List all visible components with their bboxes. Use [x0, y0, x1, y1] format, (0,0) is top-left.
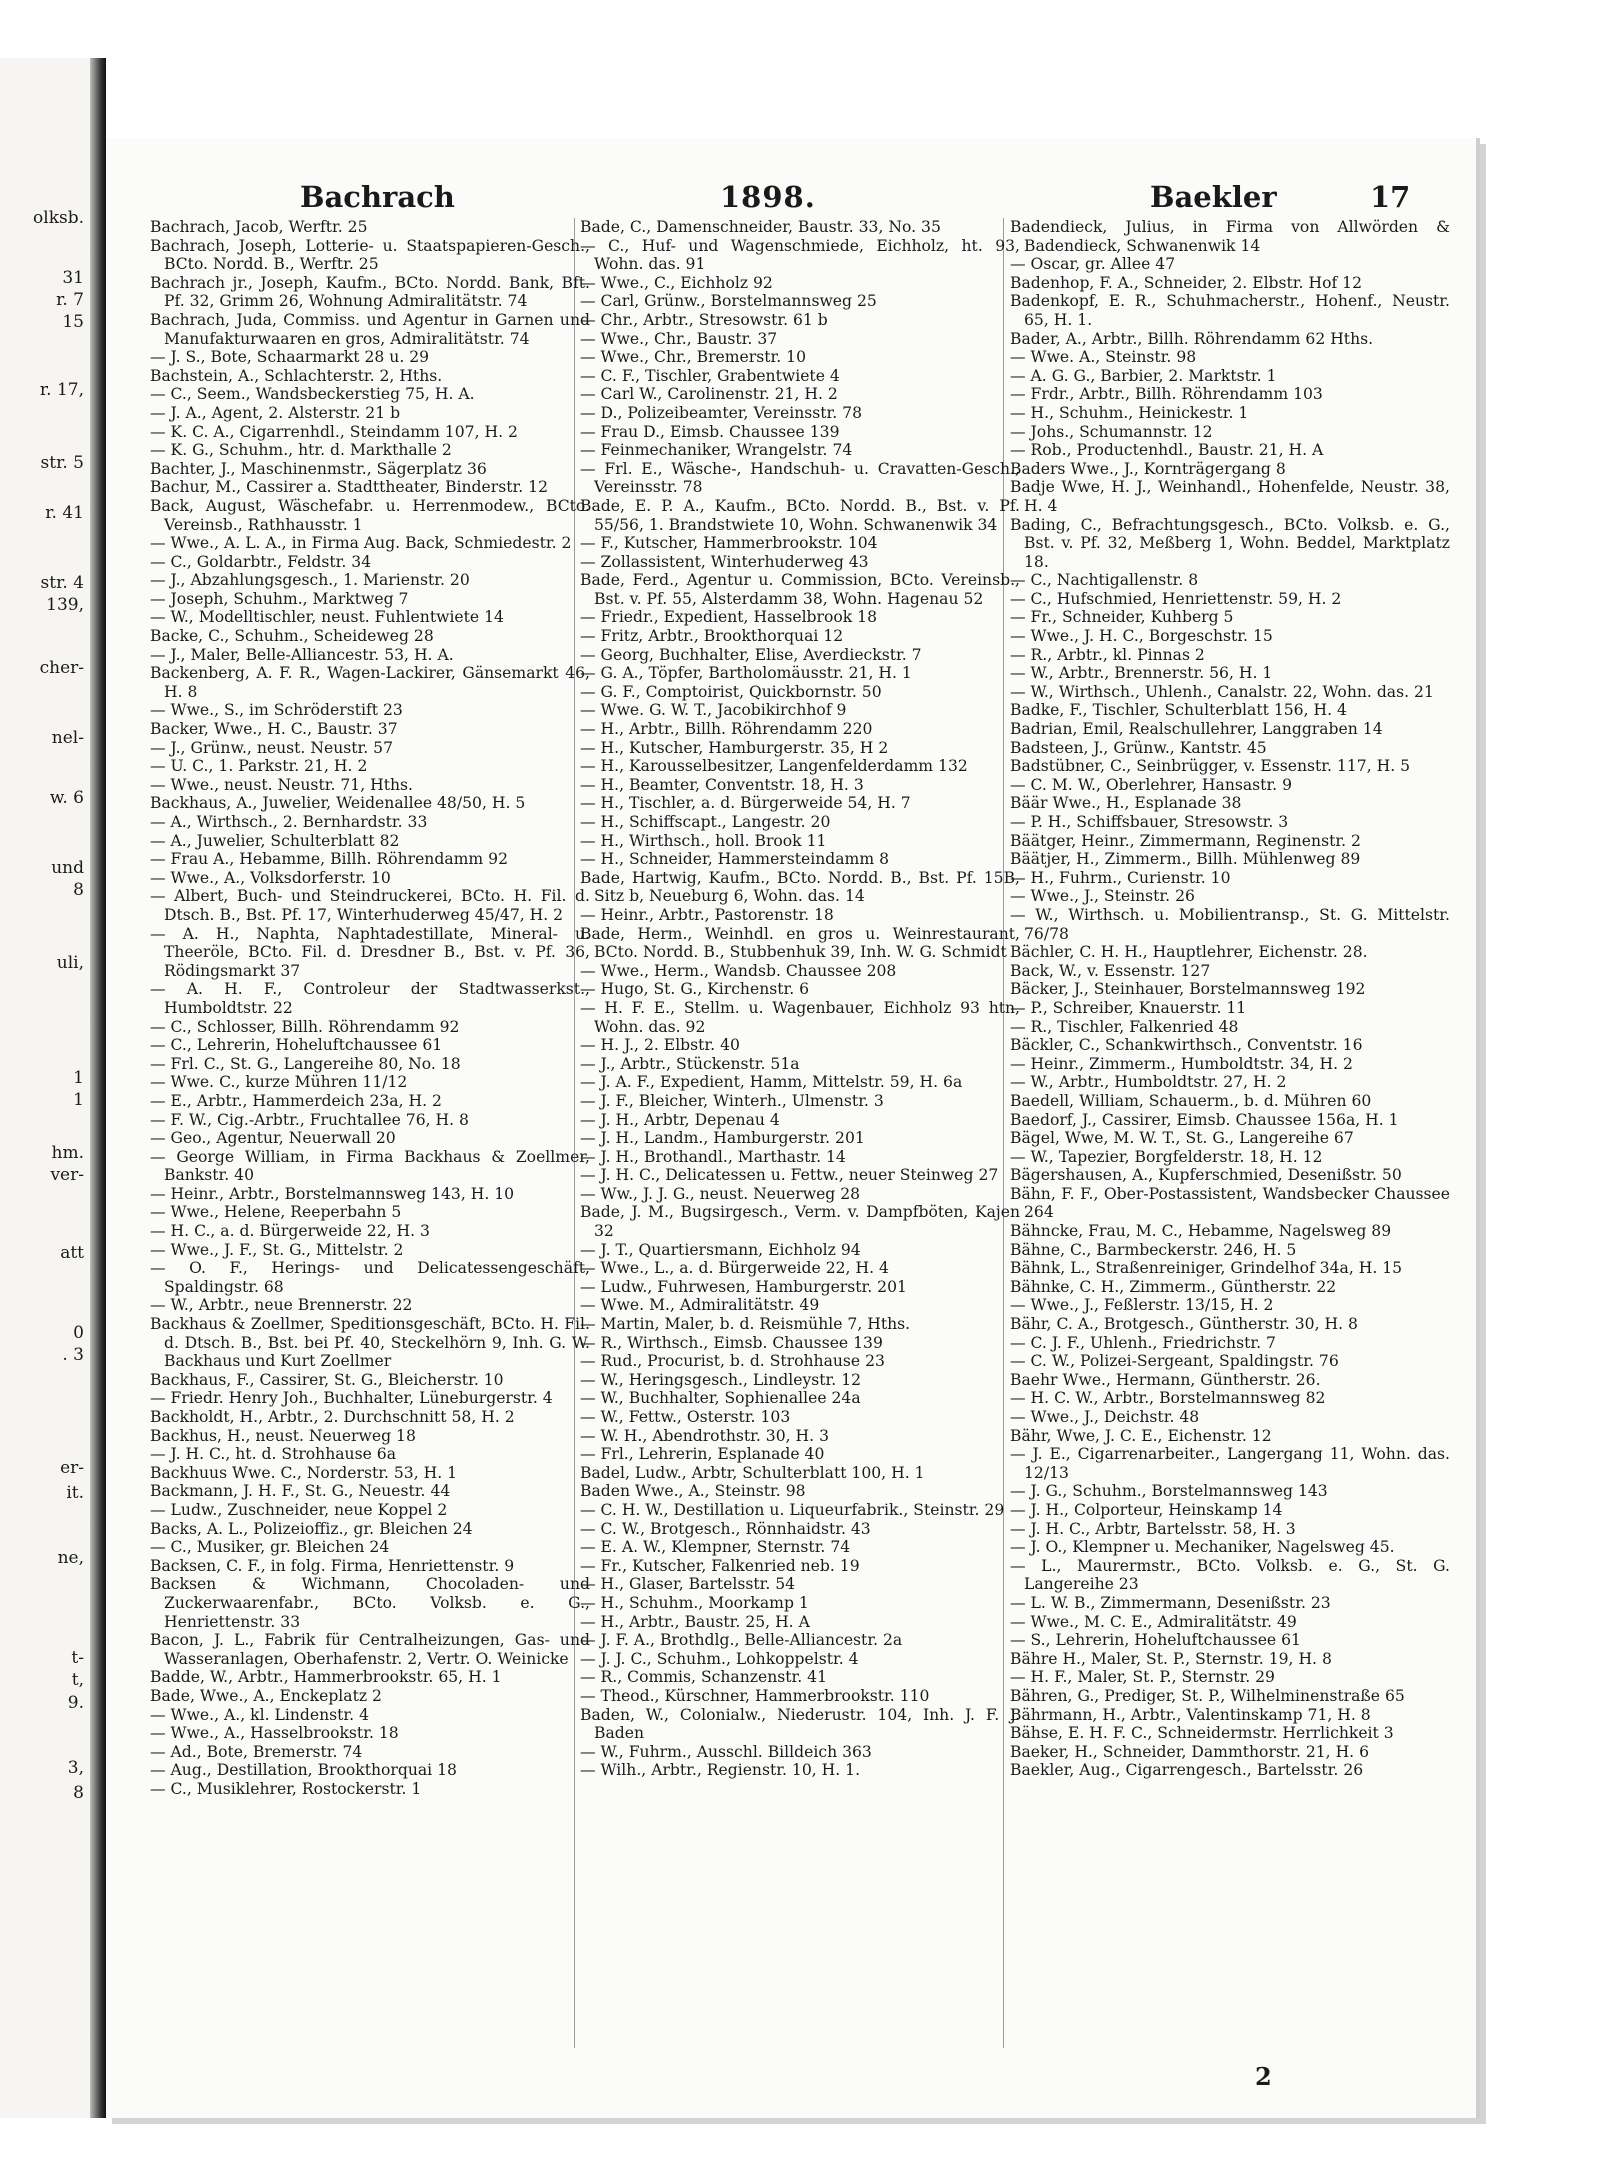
directory-entry: — L. W. B., Zimmermann, Desenißstr. 23 — [1010, 1593, 1331, 1612]
previous-page-fragment: cher- — [39, 658, 84, 678]
directory-entry: — W. H., Abendrothstr. 30, H. 3 — [580, 1426, 829, 1445]
directory-entry: — C., Schlosser, Billh. Röhrendamm 92 — [150, 1017, 460, 1036]
directory-entry: Badel, Ludw., Arbtr, Schulterblatt 100, H. 1 — [580, 1463, 925, 1482]
directory-entry: Backsen & Wichmann, Chocoladen- und Zuckerwaarenfabr., BCto. Volksb. e. G., Henriettenstr. 33 — [150, 1575, 590, 1631]
directory-entry: Badde, W., Arbtr., Hammerbrookstr. 65, H. 1 — [150, 1668, 502, 1687]
previous-page-fragment: 1 — [73, 1090, 84, 1110]
previous-page-fragment: 8 — [73, 880, 84, 900]
directory-entry: Bachrach, Jacob, Werftr. 25 — [150, 218, 368, 236]
directory-entry: — J. G., Schuhm., Borstelmannsweg 143 — [1010, 1482, 1328, 1501]
directory-entry: Bähncke, Frau, M. C., Hebamme, Nagelsweg 89 — [1010, 1222, 1392, 1241]
previous-page-fragment: 139, — [46, 595, 84, 615]
directory-entry: — H., Arbtr., Billh. Röhrendamm 220 — [580, 720, 873, 739]
directory-entry: Bähre H., Maler, St. P., Sternstr. 19, H. 8 — [1010, 1649, 1332, 1668]
directory-entry: — J. F., Bleicher, Winterh., Ulmenstr. 3 — [580, 1091, 884, 1110]
directory-entry: — J. H. C., ht. d. Strohhause 6a — [150, 1445, 397, 1464]
previous-page-fragment: att — [60, 1243, 84, 1263]
directory-entry: Bägershausen, A., Kupferschmied, Desenißstr. 50 — [1010, 1166, 1402, 1185]
directory-entry: — Wwe., J., Deichstr. 48 — [1010, 1408, 1200, 1426]
directory-entry: Backhaus & Zoellmer, Speditionsgeschäft, BCto. H. Fil. d. Dtsch. B., Bst. bei Pf. 40, Steckelhörn 9, Inh. G. W. Backhaus und Kurt Zoellmer — [150, 1315, 590, 1371]
directory-entry: Back, W., v. Essenstr. 127 — [1010, 961, 1211, 980]
directory-entry: — C. J. F., Uhlenh., Friedrichstr. 7 — [1010, 1333, 1276, 1352]
directory-entry: — K. C. A., Cigarrenhdl., Steindamm 107, H. 2 — [150, 422, 518, 441]
directory-entry: — Heinr., Zimmerm., Humboldtstr. 34, H. 2 — [1010, 1054, 1353, 1073]
directory-entry: — Wwe., S., im Schröderstift 23 — [150, 701, 403, 720]
directory-entry: — Frl. E., Wäsche-, Handschuh- u. Cravatten-Gesch., Vereinsstr. 78 — [580, 459, 1020, 497]
directory-entry: — R., Arbtr., kl. Pinnas 2 — [1010, 645, 1205, 664]
directory-entry: — Wilh., Arbtr., Regienstr. 10, H. 1. — [580, 1761, 861, 1780]
directory-entry: — H., Beamter, Conventstr. 18, H. 3 — [580, 775, 864, 794]
directory-entry: — Rob., Productenhdl., Baustr. 21, H. A — [1010, 441, 1324, 460]
directory-entry: Backmann, J. H. F., St. G., Neuestr. 44 — [150, 1482, 451, 1501]
directory-entry: — Wwe., J. H. C., Borgeschstr. 15 — [1010, 627, 1273, 646]
directory-entry: — C. H. W., Destillation u. Liqueurfabrik., Steinstr. 29 — [580, 1500, 1005, 1519]
directory-entry: Bachstein, A., Schlachterstr. 2, Hths. — [150, 366, 443, 385]
directory-entry: — Wwe. C., kurze Mühren 11/12 — [150, 1073, 408, 1092]
directory-entry: — Wwe., neust. Neustr. 71, Hths. — [150, 775, 413, 794]
directory-entry: — R., Commis, Schanzenstr. 41 — [580, 1668, 828, 1687]
directory-entry: Baeker, H., Schneider, Dammthorstr. 21, H. 6 — [1010, 1742, 1370, 1761]
directory-entry: — Wwe., A., kl. Lindenstr. 4 — [150, 1705, 369, 1724]
directory-entry: — P. H., Schiffsbauer, Stresowstr. 3 — [1010, 813, 1289, 831]
directory-entry: Baden, W., Colonialw., Niederustr. 104, Inh. J. F. J. Baden — [580, 1705, 1020, 1743]
directory-entry: — F. W., Cig.-Arbtr., Fruchtallee 76, H. 8 — [150, 1110, 469, 1129]
directory-column-2 — [580, 218, 1020, 2058]
directory-entry: — H., Schuhm., Heinickestr. 1 — [1010, 403, 1249, 422]
directory-entry: Bachter, J., Maschinenmstr., Sägerplatz 36 — [150, 459, 487, 478]
directory-entry: Bader, A., Arbtr., Billh. Röhrendamm 62 Hths. — [1010, 329, 1374, 348]
directory-entry: — Frdr., Arbtr., Billh. Röhrendamm 103 — [1010, 385, 1323, 404]
previous-page-edge — [0, 58, 106, 2118]
directory-entry: — Wwe., L., a. d. Bürgerweide 22, H. 4 — [580, 1259, 889, 1278]
directory-entry: — Heinr., Arbtr., Borstelmannsweg 143, H. 10 — [150, 1184, 515, 1203]
directory-entry: — J. F. A., Brothdlg., Belle-Alliancestr. 2a — [580, 1631, 903, 1650]
directory-entry: Bachur, M., Cassirer a. Stadttheater, Binderstr. 12 — [150, 478, 548, 497]
directory-entry: Bähn, F. F., Ober-Postassistent, Wandsbecker Chaussee 264 — [1010, 1184, 1450, 1222]
running-header — [140, 180, 1420, 214]
directory-entry: — Hugo, St. G., Kirchenstr. 6 — [580, 980, 810, 999]
directory-entry: Backhus, H., neust. Neuerweg 18 — [150, 1426, 416, 1445]
directory-entry: Bähnke, C. H., Zimmerm., Güntherstr. 22 — [1010, 1277, 1337, 1296]
directory-entry: — Wwe., Chr., Baustr. 37 — [580, 329, 778, 348]
previous-page-fragment: t- — [71, 1648, 84, 1668]
previous-page-fragment: 31 — [62, 268, 84, 288]
directory-entry: Back, August, Wäschefabr. u. Herrenmodew., BCto. Vereinsb., Rathhausstr. 1 — [150, 496, 590, 534]
directory-entry: Bading, C., Befrachtungsgesch., BCto. Volksb. e. G., Bst. v. Pf. 32, Meßberg 1, Wohn. Beddel, Marktplatz 18. — [1010, 515, 1450, 571]
directory-entry: — A. H. F., Controleur der Stadtwasserkst., Humboldtstr. 22 — [150, 980, 590, 1017]
directory-entry: Bähr, C. A., Brotgesch., Güntherstr. 30, H. 8 — [1010, 1315, 1358, 1334]
directory-entry: — Wwe. G. W. T., Jacobikirchhof 9 — [580, 701, 847, 720]
directory-entry: — Carl, Grünw., Borstelmannsweg 25 — [580, 292, 877, 311]
directory-entry: — Frau D., Eimsb. Chaussee 139 — [580, 422, 840, 441]
previous-page-fragment: 1 — [73, 1068, 84, 1088]
directory-entry: — Frau A., Hebamme, Billh. Röhrendamm 92 — [150, 850, 509, 869]
header-year: 1898. — [720, 180, 816, 214]
directory-entry: Bähnk, L., Straßenreiniger, Grindelhof 34a, H. 15 — [1010, 1259, 1403, 1278]
directory-entry: Bade, Ferd., Agentur u. Commission, BCto. Vereinsb., Bst. v. Pf. 55, Alsterdamm 38, Wohn. Hagenau 52 — [580, 571, 1020, 608]
directory-entry: — Theod., Kürschner, Hammerbrookstr. 110 — [580, 1686, 930, 1705]
directory-entry: — H. F., Maler, St. P., Sternstr. 29 — [1010, 1668, 1275, 1687]
directory-entry: — E. A. W., Klempner, Sternstr. 74 — [580, 1538, 851, 1557]
directory-entry: — R., Wirthsch., Eimsb. Chaussee 139 — [580, 1333, 883, 1352]
previous-page-fragment: olksb. — [33, 208, 84, 228]
directory-entry: — S., Lehrerin, Hoheluftchaussee 61 — [1010, 1631, 1301, 1650]
directory-entry: Backholdt, H., Arbtr., 2. Durchschnitt 58, H. 2 — [150, 1408, 515, 1426]
directory-entry: — J. H., Colporteur, Heinskamp 14 — [1010, 1500, 1283, 1519]
directory-entry: Bährmann, H., Arbtr., Valentinskamp 71, H. 8 — [1010, 1705, 1371, 1724]
previous-page-fragment: 3, — [67, 1758, 84, 1778]
directory-entry: Bachrach, Juda, Commiss. und Agentur in Garnen und Manufakturwaaren en gros, Admiralitätstr. 74 — [150, 310, 590, 348]
directory-entry: Backe, C., Schuhm., Scheideweg 28 — [150, 627, 434, 646]
directory-entry: Bachrach, Joseph, Lotterie- u. Staatspapieren-Gesch., BCto. Nordd. B., Werftr. 25 — [150, 236, 590, 274]
previous-page-fragment: er- — [60, 1458, 84, 1478]
directory-entry: — Ww., J. J. G., neust. Neuerweg 28 — [580, 1184, 861, 1203]
directory-entry: Bäckler, C., Schankwirthsch., Conventstr. 16 — [1010, 1036, 1363, 1055]
directory-entry: — H., Fuhrm., Curienstr. 10 — [1010, 868, 1231, 887]
directory-entry: — H., Wirthsch., holl. Brook 11 — [580, 831, 827, 850]
directory-entry: — Zollassistent, Winterhuderweg 43 — [580, 552, 869, 571]
book-gutter — [90, 58, 106, 2118]
directory-entry: — H., Glaser, Bartelsstr. 54 — [580, 1575, 796, 1594]
directory-entry: — H., Schiffscapt., Langestr. 20 — [580, 813, 831, 831]
directory-entry: Badje Wwe, H. J., Weinhandl., Hohenfelde, Neustr. 38, H. 4 — [1010, 478, 1450, 515]
directory-entry: — Aug., Destillation, Brookthorquai 18 — [150, 1761, 457, 1780]
directory-entry: — J. O., Klempner u. Mechaniker, Nagelsweg 45. — [1010, 1538, 1395, 1557]
directory-entry: Bade, Herm., Weinhdl. en gros u. Weinrestaurant, BCto. Nordd. B., Stubbenhuk 39, Inh. W. G. Schmidt — [580, 924, 1020, 962]
directory-entry: Bägel, Wwe, M. W. T., St. G., Langereihe 67 — [1010, 1129, 1354, 1148]
directory-entry: — J. H., Landm., Hamburgerstr. 201 — [580, 1129, 865, 1148]
directory-entry: — H. J., 2. Elbstr. 40 — [580, 1036, 740, 1055]
directory-entry: Baden Wwe., A., Steinstr. 98 — [580, 1482, 806, 1501]
directory-entry: — J. A. F., Expedient, Hamm, Mittelstr. 59, H. 6a — [580, 1073, 963, 1092]
directory-entry: — J. H. C., Arbtr, Bartelsstr. 58, H. 3 — [1010, 1519, 1296, 1538]
directory-entry: — Joseph, Schuhm., Marktweg 7 — [150, 589, 409, 608]
directory-entry: — Friedr. Henry Joh., Buchhalter, Lüneburgerstr. 4 — [150, 1389, 553, 1408]
directory-entry: Backenberg, A. F. R., Wagen-Lackirer, Gänsemarkt 46, H. 8 — [150, 664, 590, 701]
previous-page-fragment: r. 7 — [56, 290, 84, 310]
directory-entry: Badsteen, J., Grünw., Kantstr. 45 — [1010, 738, 1267, 757]
directory-entry: — C., Nachtigallenstr. 8 — [1010, 571, 1199, 590]
directory-entry: — Friedr., Expedient, Hasselbrook 18 — [580, 608, 878, 627]
directory-entry: Bäätger, Heinr., Zimmermann, Reginenstr. 2 — [1010, 831, 1361, 850]
directory-entry: — J. T., Quartiersmann, Eichholz 94 — [580, 1240, 861, 1259]
directory-entry: — G. F., Comptoirist, Quickbornstr. 50 — [580, 682, 882, 701]
directory-entry: — W., Fuhrm., Ausschl. Billdeich 363 — [580, 1742, 872, 1761]
directory-entry: — Wwe., J., Feßlerstr. 13/15, H. 2 — [1010, 1296, 1274, 1315]
directory-entry: — A., Juwelier, Schulterblatt 82 — [150, 831, 400, 850]
directory-entry: — H., Arbtr., Baustr. 25, H. A — [580, 1612, 810, 1631]
directory-entry: Bähren, G., Prediger, St. P., Wilhelminenstraße 65 — [1010, 1686, 1405, 1705]
directory-entry: — H., Tischler, a. d. Bürgerweide 54, H. 7 — [580, 794, 911, 813]
previous-page-fragment: 0 — [73, 1323, 84, 1343]
directory-entry: Bähne, C., Barmbeckerstr. 246, H. 5 — [1010, 1240, 1297, 1259]
directory-entry: — J. A., Agent, 2. Alsterstr. 21 b — [150, 403, 401, 422]
directory-entry: Bäär Wwe., H., Esplanade 38 — [1010, 794, 1242, 813]
previous-page-fragment: 9. — [67, 1693, 84, 1713]
directory-entry: — U. C., 1. Parkstr. 21, H. 2 — [150, 757, 368, 776]
directory-entry: Bächler, C. H. H., Hauptlehrer, Eichenstr. 28. — [1010, 943, 1368, 962]
directory-entry: — George William, in Firma Backhaus & Zoellmer, Bankstr. 40 — [150, 1147, 590, 1185]
directory-entry: — J. H., Arbtr, Depenau 4 — [580, 1110, 780, 1129]
directory-entry: Backer, Wwe., H. C., Baustr. 37 — [150, 720, 398, 739]
directory-entry: Bade, Hartwig, Kaufm., BCto. Nordd. B., Bst. Pf. 15B, Sitz b, Neueburg 6, Wohn. das. 14 — [580, 868, 1020, 906]
directory-entry: — W., Heringsgesch., Lindleystr. 12 — [580, 1370, 862, 1389]
previous-page-fragment: r. 17, — [39, 380, 84, 400]
page-number: 17 — [1370, 180, 1411, 214]
directory-entry: — E., Arbtr., Hammerdeich 23a, H. 2 — [150, 1091, 442, 1110]
directory-entry: — Wwe., Herm., Wandsb. Chaussee 208 — [580, 961, 897, 980]
directory-entry: — C., Lehrerin, Hoheluftchaussee 61 — [150, 1036, 443, 1055]
directory-entry: Baehr Wwe., Hermann, Güntherstr. 26. — [1010, 1370, 1321, 1389]
directory-entry: — G. A., Töpfer, Bartholomäusstr. 21, H. 1 — [580, 664, 912, 683]
header-first-entry: Bachrach — [300, 180, 455, 214]
directory-entry: — C., Musiklehrer, Rostockerstr. 1 — [150, 1779, 422, 1798]
previous-page-fragment: und — [51, 858, 84, 878]
directory-entry: Bade, J. M., Bugsirgesch., Verm. v. Dampfböten, Kajen 32 — [580, 1203, 1020, 1241]
directory-entry: — Oscar, gr. Allee 47 — [1010, 255, 1176, 274]
directory-entry: — C., Goldarbtr., Feldstr. 34 — [150, 552, 372, 571]
directory-entry: — C., Musiker, gr. Bleichen 24 — [150, 1538, 390, 1557]
directory-entry: — C. W., Brotgesch., Rönnhaidstr. 43 — [580, 1519, 871, 1538]
directory-entry: — W., Wirthsch. u. Mobilientransp., St. G. Mittelstr. 76/78 — [1010, 905, 1450, 943]
directory-entry: Baedorf, J., Cassirer, Eimsb. Chaussee 156a, H. 1 — [1010, 1110, 1399, 1129]
directory-entry: Baekler, Aug., Cigarrengesch., Bartelsstr. 26 — [1010, 1761, 1364, 1780]
directory-entry: — J. H. C., Delicatessen u. Fettw., neuer Steinweg 27 — [580, 1166, 999, 1185]
directory-entry: — J., Grünw., neust. Neustr. 57 — [150, 738, 394, 757]
directory-entry: — C., Seem., Wandsbeckerstieg 75, H. A. — [150, 385, 475, 404]
directory-entry: — L., Maurermstr., BCto. Volksb. e. G., St. G. Langereihe 23 — [1010, 1556, 1450, 1594]
directory-entry: — C. F., Tischler, Grabentwiete 4 — [580, 366, 840, 385]
directory-entry: — Feinmechaniker, Wrangelstr. 74 — [580, 441, 853, 460]
directory-entry: — H., Schuhm., Moorkamp 1 — [580, 1593, 809, 1612]
directory-entry: — W., Arbtr., Humboldtstr. 27, H. 2 — [1010, 1073, 1287, 1092]
directory-entry: — Wwe., C., Eichholz 92 — [580, 273, 773, 292]
directory-entry: — C. M. W., Oberlehrer, Hansastr. 9 — [1010, 775, 1293, 794]
directory-entry: Badenkopf, E. R., Schuhmacherstr., Hohenf., Neustr. 65, H. 1. — [1010, 292, 1450, 329]
previous-page-fragment: hm. — [51, 1143, 84, 1163]
directory-entry: — P., Schreiber, Knauerstr. 11 — [1010, 998, 1247, 1017]
directory-entry: — H. C., a. d. Bürgerweide 22, H. 3 — [150, 1222, 430, 1241]
directory-entry: — Frl. C., St. G., Langereihe 80, No. 18 — [150, 1054, 461, 1073]
previous-page-fragment: ne, — [57, 1548, 84, 1568]
directory-entry: — W., Arbtr., Brennerstr. 56, H. 1 — [1010, 664, 1273, 683]
directory-entry: Backs, A. L., Polizeioffiz., gr. Bleichen 24 — [150, 1519, 473, 1538]
directory-entry: — Ad., Bote, Bremerstr. 74 — [150, 1742, 363, 1761]
previous-page-fragment: w. 6 — [49, 788, 84, 808]
directory-entry: — Ludw., Zuschneider, neue Koppel 2 — [150, 1500, 448, 1519]
directory-entry: — J. H., Brothandl., Marthastr. 14 — [580, 1147, 846, 1166]
directory-entry: Bade, C., Damenschneider, Baustr. 33, No. 35 — [580, 218, 941, 236]
directory-entry: — A. G. G., Barbier, 2. Marktstr. 1 — [1010, 366, 1277, 385]
directory-entry: — C. W., Polizei-Sergeant, Spaldingstr. 76 — [1010, 1352, 1339, 1371]
directory-entry: — J., Arbtr., Stückenstr. 51a — [580, 1054, 800, 1073]
directory-entry: — J. J. C., Schuhm., Lohkoppelstr. 4 — [580, 1649, 859, 1668]
directory-entry: Baedell, William, Schauerm., b. d. Mühren 60 — [1010, 1091, 1372, 1110]
directory-entry: — Martin, Maler, b. d. Reismühle 7, Hths. — [580, 1315, 911, 1334]
directory-entry: — O. F., Herings- und Delicatessengeschäft, Spaldingstr. 68 — [150, 1259, 590, 1296]
directory-entry: — A. H., Naphta, Naphtadestillate, Mineral- u. Theeröle, BCto. Fil. d. Dresdner B., Bst. v. Pf. 36, Rödingsmarkt 37 — [150, 924, 590, 980]
directory-entry: — Rud., Procurist, b. d. Strohhause 23 — [580, 1352, 885, 1371]
directory-entry: — C., Hufschmied, Henriettenstr. 59, H. 2 — [1010, 589, 1342, 608]
directory-entry: Bähse, E. H. F. C., Schneidermstr. Herrlichkeit 3 — [1010, 1724, 1394, 1743]
previous-page-fragment: str. 4 — [40, 573, 84, 593]
directory-entry: — Carl W., Carolinenstr. 21, H. 2 — [580, 385, 838, 404]
previous-page-fragment: uli, — [56, 953, 84, 973]
directory-entry: — W., Buchhalter, Sophienallee 24a — [580, 1389, 861, 1408]
previous-page-fragment: it. — [66, 1483, 84, 1503]
header-last-entry: Baekler — [1150, 180, 1277, 214]
directory-entry: — K. G., Schuhm., htr. d. Markthalle 2 — [150, 441, 452, 460]
directory-entry: Baders Wwe., J., Kornträgergang 8 — [1010, 459, 1286, 478]
directory-entry: — Wwe., A. L. A., in Firma Aug. Back, Schmiedestr. 2 — [150, 534, 572, 553]
directory-entry: — Johs., Schumannstr. 12 — [1010, 422, 1213, 441]
directory-entry: Bade, E. P. A., Kaufm., BCto. Nordd. B., Bst. v. Pf. 55/56, 1. Brandstwiete 10, Wohn. Schwanenwik 34 — [580, 496, 1020, 534]
directory-entry: — Wwe., A., Volksdorferstr. 10 — [150, 868, 391, 887]
directory-entry: — J., Abzahlungsgesch., 1. Marienstr. 20 — [150, 571, 470, 590]
directory-entry: — H. C. W., Arbtr., Borstelmannsweg 82 — [1010, 1389, 1326, 1408]
directory-entry: — Wwe. M., Admiralitätstr. 49 — [580, 1296, 820, 1315]
directory-entry: — H. F. E., Stellm. u. Wagenbauer, Eichholz 93 htn, Wohn. das. 92 — [580, 998, 1020, 1036]
directory-column-3 — [1010, 218, 1450, 2058]
directory-entry: — Chr., Arbtr., Stresowstr. 61 b — [580, 310, 828, 329]
directory-entry: — D., Polizeibeamter, Vereinsstr. 78 — [580, 403, 863, 422]
directory-entry: — Ludw., Fuhrwesen, Hamburgerstr. 201 — [580, 1277, 907, 1296]
previous-page-fragment: 15 — [62, 312, 84, 332]
directory-entry: — Georg, Buchhalter, Elise, Averdieckstr. 7 — [580, 645, 922, 664]
directory-entry: — Wwe., J. F., St. G., Mittelstr. 2 — [150, 1240, 404, 1259]
directory-entry: — Fr., Kutscher, Falkenried neb. 19 — [580, 1556, 860, 1575]
directory-entry: — W., Modelltischler, neust. Fuhlentwiete 14 — [150, 608, 504, 627]
directory-entry: — J., Maler, Belle-Alliancestr. 53, H. A. — [150, 645, 454, 664]
directory-entry: — Frl., Lehrerin, Esplanade 40 — [580, 1445, 825, 1464]
previous-page-fragment: str. 5 — [40, 453, 84, 473]
directory-entry: Backhaus, A., Juwelier, Weidenallee 48/50, H. 5 — [150, 794, 526, 813]
directory-entry: — Wwe., Helene, Reeperbahn 5 — [150, 1203, 402, 1222]
directory-entry: — J. E., Cigarrenarbeiter., Langergang 11, Wohn. das. 12/13 — [1010, 1445, 1450, 1482]
directory-entry: Backhaus, F., Cassirer, St. G., Bleicherstr. 10 — [150, 1370, 504, 1389]
previous-page-fragment: t, — [71, 1670, 84, 1690]
directory-entry: — Fritz, Arbtr., Brookthorquai 12 — [580, 627, 844, 646]
previous-page-fragment: ver- — [50, 1165, 84, 1185]
directory-entry: Badke, F., Tischler, Schulterblatt 156, H. 4 — [1010, 701, 1347, 720]
directory-entry: — Wwe. A., Steinstr. 98 — [1010, 348, 1197, 367]
directory-entry: Bachrach jr., Joseph, Kaufm., BCto. Nordd. Bank, Bft. Pf. 32, Grimm 26, Wohnung Admiralitätstr. 74 — [150, 273, 590, 311]
previous-page-fragment: nel- — [51, 728, 84, 748]
previous-page-fragment: 8 — [73, 1783, 84, 1803]
previous-page-fragment: . 3 — [62, 1345, 84, 1365]
previous-page-fragment: r. 41 — [45, 503, 84, 523]
directory-entry: — H., Karousselbesitzer, Langenfelderdamm 132 — [580, 757, 968, 776]
directory-entry: — Wwe., J., Steinstr. 26 — [1010, 887, 1195, 906]
directory-entry: — Wwe., Chr., Bremerstr. 10 — [580, 348, 806, 367]
directory-entry: Bacon, J. L., Fabrik für Centralheizungen, Gas- und Wasseranlagen, Oberhafenstr. 2, Vertr. O. Weinicke — [150, 1631, 590, 1668]
directory-entry: Badendieck, Julius, in Firma von Allwörden & Badendieck, Schwanenwik 14 — [1010, 218, 1450, 255]
directory-entry: Bäätjer, H., Zimmerm., Billh. Mühlenweg 89 — [1010, 850, 1361, 869]
directory-entry: — A., Wirthsch., 2. Bernhardstr. 33 — [150, 813, 428, 831]
directory-entry: Backsen, C. F., in folg. Firma, Henriettenstr. 9 — [150, 1556, 515, 1575]
directory-entry: — H., Schneider, Hammersteindamm 8 — [580, 850, 890, 869]
directory-entry: — Wwe., A., Hasselbrookstr. 18 — [150, 1724, 399, 1743]
directory-entry: — W., Fettw., Osterstr. 103 — [580, 1408, 791, 1426]
directory-entry: — J. S., Bote, Schaarmarkt 28 u. 29 — [150, 348, 430, 367]
directory-entry: — Geo., Agentur, Neuerwall 20 — [150, 1129, 396, 1148]
directory-entry: — W., Wirthsch., Uhlenh., Canalstr. 22, Wohn. das. 21 — [1010, 682, 1434, 701]
directory-entry: — F., Kutscher, Hammerbrookstr. 104 — [580, 534, 878, 553]
directory-entry: — Albert, Buch- und Steindruckerei, BCto. H. Fil. d. Dtsch. B., Bst. Pf. 17, Winterhuderweg 45/47, H. 2 — [150, 887, 590, 924]
directory-entry: — Wwe., M. C. E., Admiralitätstr. 49 — [1010, 1612, 1297, 1631]
directory-entry: — W., Tapezier, Borgfelderstr. 18, H. 12 — [1010, 1147, 1323, 1166]
directory-column-1 — [150, 218, 590, 2058]
signature-mark: 2 — [1255, 2062, 1272, 2091]
directory-entry: Badrian, Emil, Realschullehrer, Langgraben 14 — [1010, 720, 1383, 739]
directory-entry: Backhuus Wwe. C., Norderstr. 53, H. 1 — [150, 1463, 458, 1482]
directory-entry: Badstübner, C., Seinbrügger, v. Essenstr. 117, H. 5 — [1010, 757, 1411, 776]
directory-entry: Bähr, Wwe, J. C. E., Eichenstr. 12 — [1010, 1426, 1272, 1445]
directory-entry: Bäcker, J., Steinhauer, Borstelmannsweg 192 — [1010, 980, 1366, 999]
directory-entry: — C., Huf- und Wagenschmiede, Eichholz, ht. 93, Wohn. das. 91 — [580, 236, 1020, 274]
directory-entry: — Heinr., Arbtr., Pastorenstr. 18 — [580, 905, 834, 924]
directory-entry: — Fr., Schneider, Kuhberg 5 — [1010, 608, 1234, 627]
directory-entry: Bade, Wwe., A., Enckeplatz 2 — [150, 1686, 382, 1705]
directory-entry: — H., Kutscher, Hamburgerstr. 35, H 2 — [580, 738, 889, 757]
directory-entry: Badenhop, F. A., Schneider, 2. Elbstr. Hof 12 — [1010, 273, 1363, 292]
directory-entry: — W., Arbtr., neue Brennerstr. 22 — [150, 1296, 413, 1315]
directory-entry: — R., Tischler, Falkenried 48 — [1010, 1017, 1239, 1036]
